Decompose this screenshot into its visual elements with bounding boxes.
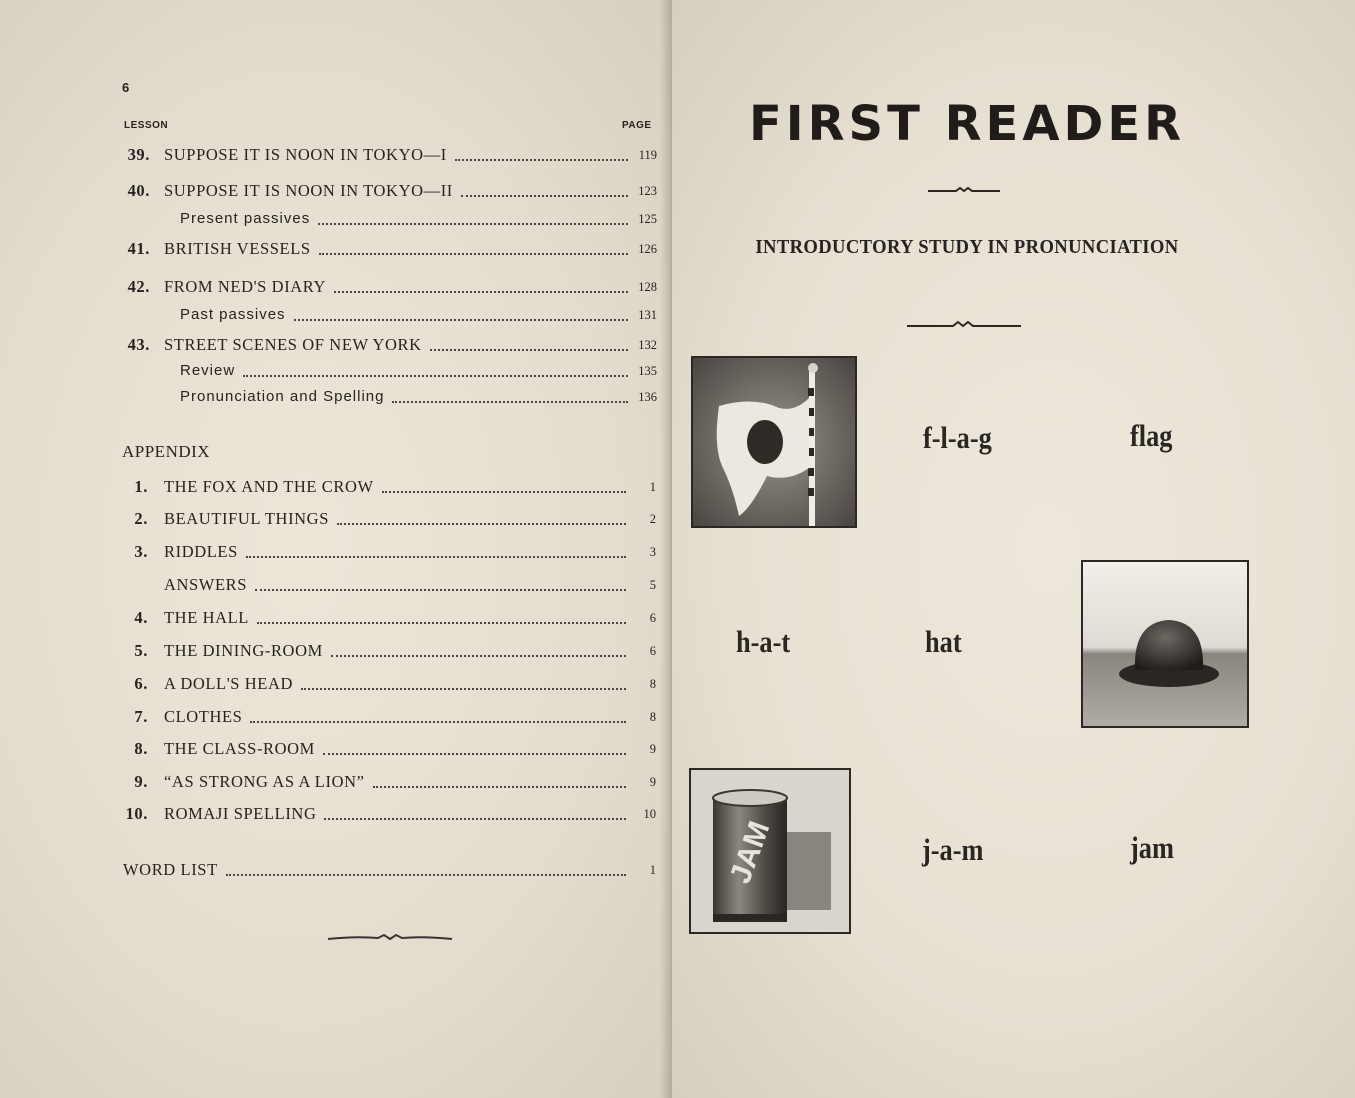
appendix-row: [0, 508, 670, 530]
dot-leader: [382, 489, 626, 493]
appendix-row: [0, 673, 670, 695]
entry-page-number: 8: [649, 677, 656, 691]
ornament-divider-top-icon: [926, 184, 1002, 198]
jam-picture: [689, 768, 851, 934]
appendix-row: [0, 476, 670, 498]
entry-title: “AS STRONG AS A LION”: [164, 772, 365, 791]
entry-page-number: 125: [638, 212, 657, 226]
word-hat: hat: [925, 624, 962, 659]
ornament-divider-bottom-icon: [905, 318, 1023, 332]
appendix-row: [0, 771, 670, 793]
dot-leader: [318, 221, 628, 225]
entry-title: RIDDLES: [164, 542, 238, 561]
toc-lesson-row: [0, 180, 670, 202]
entry-title: THE FOX AND THE CROW: [164, 477, 374, 496]
left-page: [0, 0, 670, 1098]
entry-number: 2.: [134, 509, 148, 528]
toc-lesson-row: [0, 334, 670, 356]
dot-leader: [255, 587, 626, 591]
entry-number: 8.: [134, 739, 148, 758]
dot-leader: [323, 751, 626, 755]
flag-picture: [691, 356, 857, 528]
spelled-word-flag: f-l-a-g: [923, 420, 992, 455]
dot-leader: [250, 719, 626, 723]
entry-page-number: 135: [638, 364, 657, 378]
entry-page-number: 136: [638, 390, 657, 404]
entry-page-number: 123: [638, 184, 657, 198]
entry-title: A DOLL'S HEAD: [164, 674, 294, 693]
dot-leader: [392, 399, 628, 403]
entry-page-number: 128: [638, 280, 657, 294]
entry-number: 40.: [127, 181, 150, 200]
entry-page-number: 5: [649, 578, 656, 592]
entry-title: SUPPOSE IT IS NOON IN TOKYO—II: [164, 181, 453, 200]
dot-leader: [334, 289, 628, 293]
entry-number: 10.: [125, 804, 148, 823]
toc-lesson-row: [0, 238, 670, 260]
entry-title: ROMAJI SPELLING: [164, 804, 317, 823]
ornament-divider-icon: [326, 930, 454, 946]
entry-number: 42.: [127, 277, 150, 296]
dot-leader: [331, 653, 626, 657]
entry-page-number: 1: [649, 863, 656, 877]
dot-leader: [257, 620, 626, 624]
dot-leader: [337, 521, 626, 525]
entry-number: 43.: [127, 335, 150, 354]
entry-page-number: 6: [649, 611, 656, 625]
toc-subentry: [0, 304, 670, 326]
entry-page-number: 6: [649, 644, 656, 658]
entry-title: FROM NED'S DIARY: [164, 277, 327, 296]
entry-number: 39.: [127, 145, 150, 164]
entry-number: 7.: [134, 707, 148, 726]
entry-title: SUPPOSE IT IS NOON IN TOKYO—I: [164, 145, 447, 164]
entry-page-number: 10: [643, 807, 656, 821]
entry-title: WORD LIST: [123, 860, 218, 879]
dot-leader: [301, 686, 626, 690]
word-flag: flag: [1130, 418, 1173, 453]
entry-title: STREET SCENES OF NEW YORK: [164, 335, 422, 354]
entry-number: 5.: [134, 641, 148, 660]
entry-title: THE DINING-ROOM: [164, 641, 323, 660]
word-jam: jam: [1130, 830, 1174, 865]
dot-leader: [461, 193, 628, 197]
entry-title: Review: [180, 362, 236, 379]
hat-picture: [1081, 560, 1249, 728]
appendix-row: [0, 541, 670, 563]
dot-leader: [455, 157, 628, 161]
appendix-row: [0, 640, 670, 662]
appendix-row: [0, 607, 670, 629]
page-column-header: PAGE: [622, 120, 652, 131]
entry-number: 9.: [134, 772, 148, 791]
entry-page-number: 1: [649, 480, 656, 494]
page-title: FIRST READER: [748, 96, 1186, 152]
dot-leader: [430, 347, 628, 351]
dot-leader: [243, 373, 628, 377]
entry-page-number: 2: [649, 512, 656, 526]
appendix-row: [0, 574, 670, 596]
entry-title: ANSWERS: [164, 575, 248, 594]
toc-subentry: [0, 208, 670, 230]
entry-title: BEAUTIFUL THINGS: [164, 509, 329, 528]
page-subtitle: INTRODUCTORY STUDY IN PRONUNCIATION: [755, 236, 1179, 258]
entry-number: 41.: [127, 239, 150, 258]
spelled-word-jam: j-a-m: [922, 832, 984, 867]
dot-leader: [373, 784, 626, 788]
dot-leader: [294, 317, 628, 321]
entry-number: 1.: [134, 477, 148, 496]
entry-page-number: 132: [638, 338, 657, 352]
entry-title: THE HALL: [164, 608, 249, 627]
dot-leader: [324, 816, 626, 820]
entry-title: CLOTHES: [164, 707, 243, 726]
entry-number: 6.: [134, 674, 148, 693]
appendix-heading: APPENDIX: [122, 442, 211, 461]
entry-page-number: 3: [649, 545, 656, 559]
dot-leader: [226, 872, 626, 876]
word-list-row: [0, 859, 670, 881]
lesson-column-header: LESSON: [124, 120, 169, 131]
entry-number: 3.: [134, 542, 148, 561]
jam-can-icon: [691, 770, 849, 932]
appendix-row: [0, 738, 670, 760]
spelled-word-hat: h-a-t: [736, 624, 791, 659]
entry-page-number: 8: [649, 710, 656, 724]
dot-leader: [319, 251, 628, 255]
entry-title: Past passives: [180, 306, 286, 323]
toc-subentry: [0, 386, 670, 408]
flag-icon: [693, 358, 855, 526]
svg-text:JAM: JAM: [723, 816, 777, 888]
hat-icon: [1083, 562, 1247, 726]
entry-title: Pronunciation and Spelling: [180, 388, 385, 405]
entry-title: Present passives: [180, 210, 311, 227]
entry-title: BRITISH VESSELS: [164, 239, 311, 258]
entry-page-number: 131: [638, 308, 657, 322]
dot-leader: [246, 554, 626, 558]
toc-lesson-row: [0, 144, 670, 166]
entry-page-number: 9: [649, 742, 656, 756]
toc-lesson-row: [0, 276, 670, 298]
entry-title: THE CLASS-ROOM: [164, 739, 315, 758]
appendix-row: [0, 803, 670, 825]
entry-page-number: 9: [649, 775, 656, 789]
page-number: 6: [122, 80, 130, 95]
appendix-row: [0, 706, 670, 728]
entry-page-number: 119: [638, 148, 657, 162]
toc-subentry: [0, 360, 670, 382]
entry-page-number: 126: [638, 242, 657, 256]
entry-number: 4.: [134, 608, 148, 627]
